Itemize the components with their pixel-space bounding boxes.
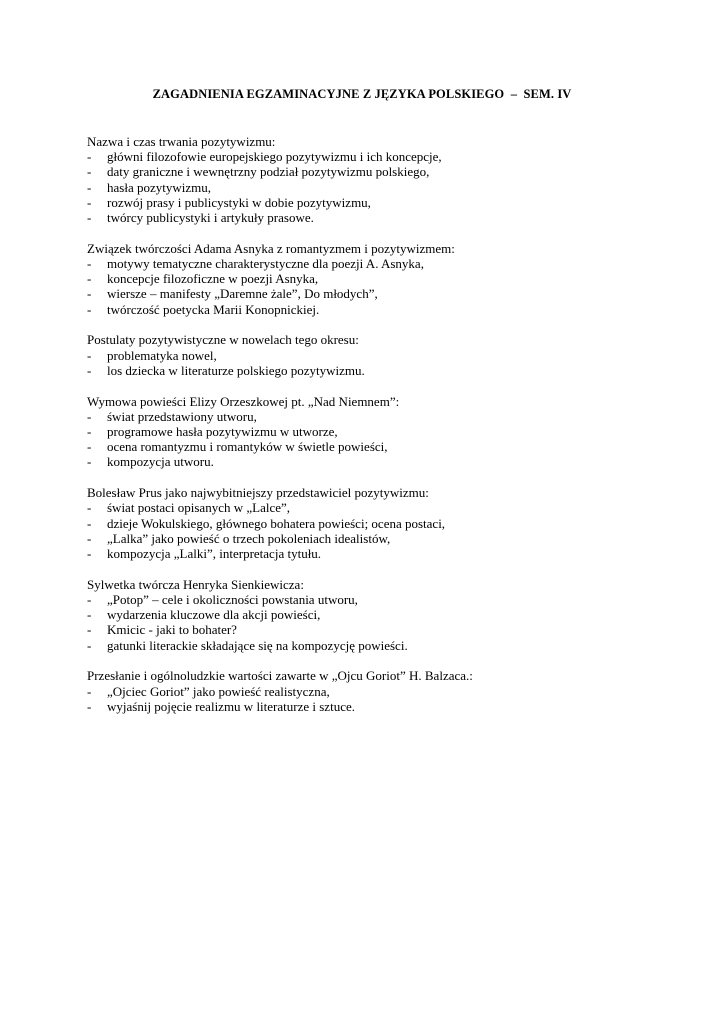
list-item [87,516,687,531]
bullet-dash: - [87,454,92,470]
bullet-dash: - [87,347,92,363]
list-item-text: rozwój prasy i publicystyki w dobie pozytywizmu, [107,194,371,210]
section-positivism-overview [87,134,687,225]
list-item-text: wiersze – manifesty „Daremne żale”, Do młodych”, [107,286,378,302]
bullet-dash: - [87,546,92,562]
list-item [87,348,687,363]
list-item [87,180,687,195]
bullet-dash: - [87,164,92,180]
list-item [87,622,687,637]
list-item-text: twórczość poetycka Marii Konopnickiej. [107,301,320,317]
list-item-text: główni filozofowie europejskiego pozytywizmu i ich koncepcje, [107,149,442,165]
list-item-text: gatunki literackie składające się na kompozycję powieści. [107,637,408,653]
list-item-text: los dziecka w literaturze polskiego pozytywizmu. [107,362,365,378]
bullet-dash: - [87,683,92,699]
bullet-dash: - [87,698,92,714]
bullet-dash: - [87,256,92,272]
list-item [87,302,687,317]
list-item [87,439,687,454]
list-item [87,409,687,424]
section-heading: Sylwetka twórcza Henryka Sienkiewicza: [87,576,304,592]
list-item [87,424,687,439]
list-item [87,271,687,286]
list-item [87,256,687,271]
list-item [87,149,687,164]
bullet-dash: - [87,271,92,287]
bullet-dash: - [87,194,92,210]
bullet-dash: - [87,500,92,516]
bullet-dash: - [87,515,92,531]
list-item-text: świat postaci opisanych w „Lalce”, [107,500,291,516]
section-balzac [87,668,687,714]
list-item [87,500,687,515]
section-sienkiewicz [87,577,687,653]
list-item-text: hasła pozytywizmu, [107,179,211,195]
bullet-dash: - [87,179,92,195]
bullet-dash: - [87,210,92,226]
bullet-dash: - [87,439,92,455]
bullet-dash: - [87,592,92,608]
bullet-dash: - [87,530,92,546]
bullet-dash: - [87,637,92,653]
list-item [87,363,687,378]
bullet-dash: - [87,301,92,317]
list-item [87,638,687,653]
section-heading: Związek twórczości Adama Asnyka z romantyzmem i pozytywizmem: [87,240,455,256]
list-item-text: programowe hasła pozytywizmu w utworze, [107,424,338,440]
section-orzeszkowa [87,394,687,470]
section-heading: Wymowa powieści Elizy Orzeszkowej pt. „Nad Niemnem”: [87,393,400,409]
section-heading: Bolesław Prus jako najwybitniejszy przedstawiciel pozytywizmu: [87,485,429,501]
list-item-text: „Potop” – cele i okoliczności powstania utworu, [107,592,358,608]
list-item-text: motywy tematyczne charakterystyczne dla poezji A. Asnyka, [107,256,424,272]
list-item-text: problematyka nowel, [107,347,217,363]
section-asnyk [87,241,687,317]
bullet-dash: - [87,149,92,165]
list-item [87,699,687,714]
bullet-dash: - [87,286,92,302]
section-heading: Nazwa i czas trwania pozytywizmu: [87,134,276,149]
list-item [87,607,687,622]
list-item-text: „Lalka” jako powieść o trzech pokoleniach idealistów, [107,530,391,546]
list-item-text: kompozycja utworu. [107,454,214,470]
bullet-dash: - [87,622,92,638]
list-item [87,210,687,225]
bullet-dash: - [87,362,92,378]
list-item [87,546,687,561]
list-item-text: kompozycja „Lalki”, interpretacja tytułu. [107,546,322,562]
list-item-text: wyjaśnij pojęcie realizmu w literaturze i sztuce. [107,698,355,714]
document-body [87,134,687,730]
list-item-text: „Ojciec Goriot” jako powieść realistyczna, [107,683,330,699]
list-item-text: koncepcje filozoficzne w poezji Asnyka, [107,271,319,287]
list-item-text: wydarzenia kluczowe dla akcji powieści, [107,607,321,623]
list-item [87,531,687,546]
section-heading: Przesłanie i ogólnoludzkie wartości zawarte w „Ojcu Goriot” H. Balzaca.: [87,668,473,684]
section-heading: Postulaty pozytywistyczne w nowelach tego okresu: [87,332,359,348]
list-item-text: Kmicic - jaki to bohater? [107,622,237,638]
list-item [87,684,687,699]
list-item-text: ocena romantyzmu i romantyków w świetle powieści, [107,439,388,455]
section-prus [87,485,687,561]
list-item-text: daty graniczne i wewnętrzny podział pozytywizmu polskiego, [107,164,430,180]
list-item [87,164,687,179]
list-item [87,592,687,607]
bullet-dash: - [87,607,92,623]
bullet-dash: - [87,424,92,440]
list-item-text: świat przedstawiony utworu, [107,408,257,424]
list-item [87,286,687,301]
document-title: ZAGADNIENIA EGZAMINACYJNE Z JĘZYKA POLSKIEGO – SEM. IV [152,87,572,101]
list-item-text: dzieje Wokulskiego, głównego bohatera powieści; ocena postaci, [107,515,446,531]
section-novellas [87,332,687,378]
list-item-text: twórcy publicystyki i artykuły prasowe. [107,210,314,226]
bullet-dash: - [87,408,92,424]
list-item [87,454,687,469]
list-item [87,195,687,210]
